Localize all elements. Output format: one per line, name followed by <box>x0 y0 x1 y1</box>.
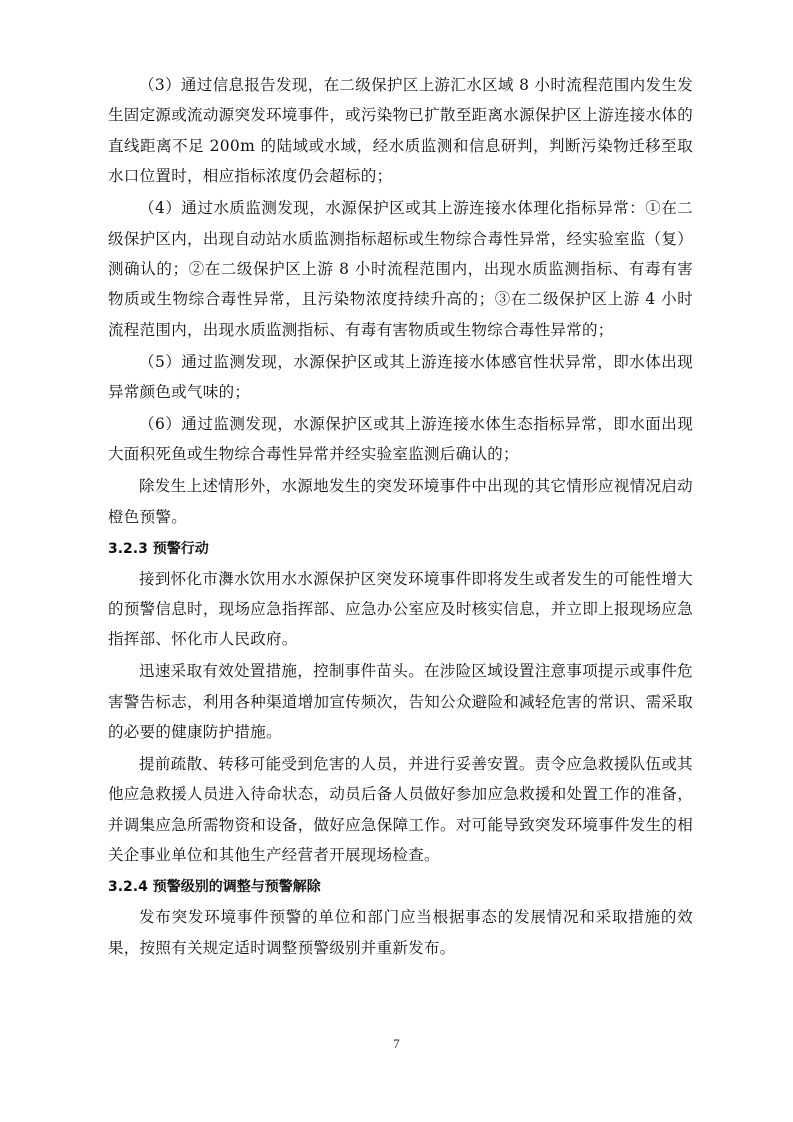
paragraph-warning-action-3: 提前疏散、转移可能受到危害的人员，并进行妥善安置。责令应急救援队伍或其他应急救援人员进入待命状态，动员后备人员做好参加应急救援和处置工作的准备，并调集应急所需物资和设备，做好应急保障工作。对可能导致突发环境事件发生的相关企事业单位和其他生产经营者开展现场检查。 <box>108 755 693 865</box>
paragraph-warning-adjustment: 发布突发环境事件预警的单位和部门应当根据事态的发展情况和采取措施的效果，按照有关规定适时调整预警级别并重新发布。 <box>108 908 693 957</box>
paragraph-condition-4: （4）通过水质监测发现，水源保护区或其上游连接水体理化指标异常：①在二级保护区内，出现自动站水质监测指标超标或生物综合毒性异常，经实验室监（复）测确认的；②在二级保护区上游 8 小时流程范围内，出现水质监测指标、有毒有害物质或生物综合毒性异常，且污染物浓度持续升高的；③在二级保护区上游 4 小时流程范围内，出现水质监测指标、有毒有害物质或生物综合毒性异常的； <box>108 199 693 339</box>
page-number: 7 <box>393 1036 400 1051</box>
paragraph-condition-6: （6）通过监测发现，水源保护区或其上游连接水体生态指标异常，即水面出现大面积死鱼或生物综合毒性异常并经实验室监测后确认的； <box>108 414 693 464</box>
paragraph-other-situations: 除发生上述情形外，水源地发生的突发环境事件中出现的其它情形应视情况启动橙色预警。 <box>108 477 693 526</box>
paragraph-warning-action-2: 迅速采取有效处置措施，控制事件苗头。在涉险区域设置注意事项提示或事件危害警告标志，利用各种渠道增加宣传频次，告知公众避险和减轻危害的常识、需采取的必要的健康防护措施。 <box>108 662 693 742</box>
paragraph-warning-action-1: 接到怀化市㵲水饮用水水源保护区突发环境事件即将发生或者发生的可能性增大的预警信息时，现场应急指挥部、应急办公室应及时核实信息，并立即上报现场应急指挥部、怀化市人民政府。 <box>108 569 693 649</box>
section-heading-warning-actions: 3.2.3 预警行动 <box>108 540 209 557</box>
section-heading-warning-adjustment: 3.2.4 预警级别的调整与预警解除 <box>108 879 321 896</box>
paragraph-condition-3: （3）通过信息报告发现，在二级保护区上游汇水区域 8 小时流程范围内发生发生固定源或流动源突发环境事件，或污染物已扩散至距离水源保护区上游连接水体的直线距离不足 200m 的陆域或水域，经水质监测和信息研判，判断污染物迁移至取水口位置时，相应指标浓度仍会超标的； <box>108 76 693 186</box>
page-content <box>108 70 693 964</box>
paragraph-condition-5: （5）通过监测发现，水源保护区或其上游连接水体感官性状异常，即水体出现异常颜色或气味的； <box>108 352 693 402</box>
